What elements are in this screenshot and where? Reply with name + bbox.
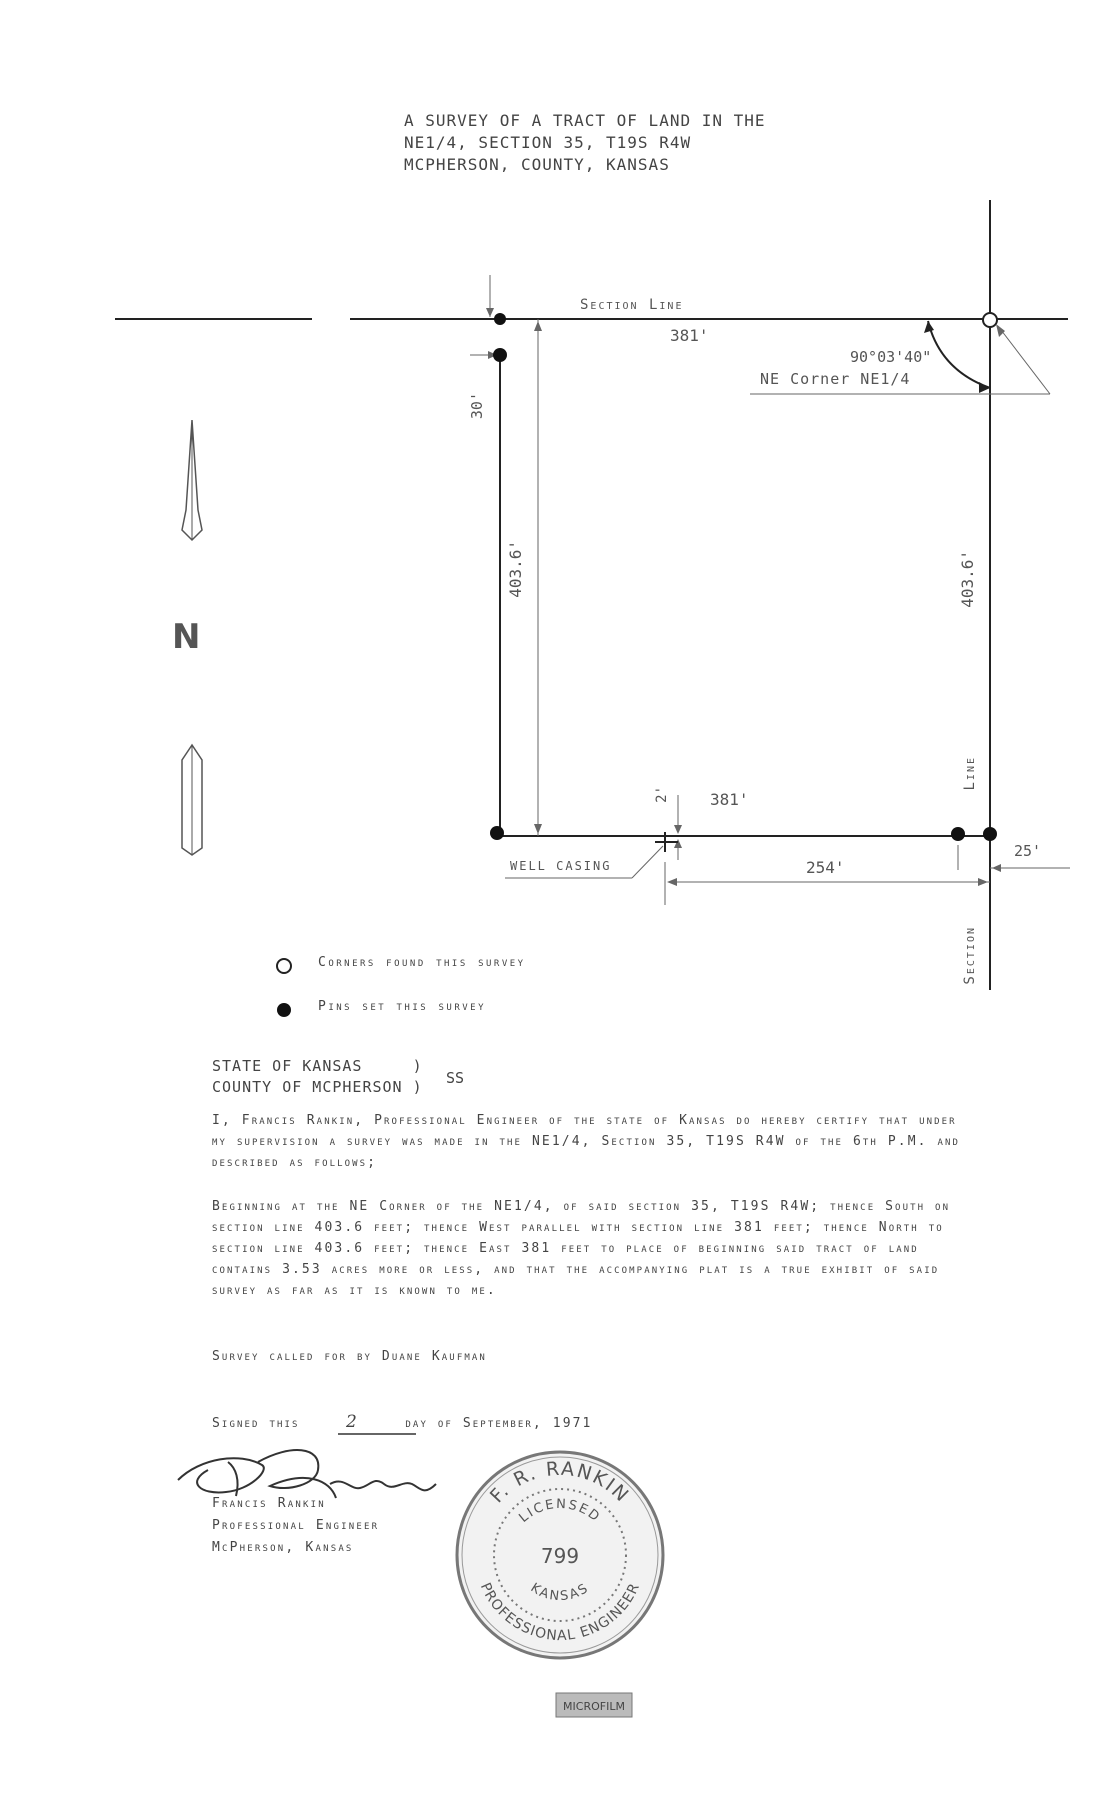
west-distance-label: 403.6' xyxy=(506,540,525,598)
title-line-1: A SURVEY OF A TRACT OF LAND IN THE xyxy=(404,111,766,130)
microfilm-stamp-image xyxy=(556,1693,632,1717)
pin-se-section xyxy=(983,827,997,841)
venue-county: COUNTY OF MCPHERSON ) xyxy=(212,1078,423,1096)
legend-pin-icon xyxy=(277,1003,291,1017)
top-distance-label: 381' xyxy=(670,326,709,345)
well-distance-label: 254' xyxy=(806,858,845,877)
pin-se-tract xyxy=(951,827,965,841)
offset-30-label: 30' xyxy=(468,392,486,420)
legend-found-icon xyxy=(277,959,291,973)
pin-sw-tract xyxy=(490,826,504,840)
pin-nw-section xyxy=(494,313,506,325)
signature-image xyxy=(178,1450,436,1498)
offset-25-label: 25' xyxy=(1014,842,1042,860)
section-line-right-lower: Section xyxy=(962,926,978,985)
east-distance-label: 403.6' xyxy=(958,550,977,608)
legal-description-paragraph: Beginning at the NE Corner of the NE1/4, of said section 35, T19S R4W; thence South on section line 403.6 feet; thence West parallel with section line 381 feet; thence North to section line 403.6 feet; thence East 381 feet to place of beginning said tract of land contains 3.53 acres more or less, and that the accompanying plat is a true exhibit of said survey as far as it is known to me. xyxy=(212,1199,951,1298)
seal-profession: PROFESSIONAL ENGINEER xyxy=(476,1580,644,1645)
ne-corner-found xyxy=(983,313,997,327)
venue-block xyxy=(212,1056,423,1098)
signer-title: Professional Engineer xyxy=(212,1518,380,1533)
signed-suffix: day of September, 1971 xyxy=(405,1416,593,1431)
legend-found-text: Corners found this survey xyxy=(318,955,526,970)
stamp-text: MICROFILM xyxy=(563,1700,625,1713)
section-line-top-label: Section Line xyxy=(580,297,684,313)
bottom-distance-label: 381' xyxy=(710,790,749,809)
certification-paragraph: I, Francis Rankin, Professional Engineer of the state of Kansas do hereby certify that under my supervision a survey was made in the NE1/4, Section 35, T19S R4W of the 6th P.M. and described as follows; xyxy=(212,1113,961,1170)
seal-name: F. R. RANKIN xyxy=(485,1457,634,1508)
engineer-seal-image xyxy=(457,1452,663,1658)
north-label: N xyxy=(172,617,201,657)
signer-place: McPherson, Kansas xyxy=(212,1540,354,1555)
seal-licensed: LICENSED xyxy=(516,1496,604,1526)
legend-set-text: Pins set this survey xyxy=(318,999,487,1014)
section-line-right-upper: Line xyxy=(962,756,978,791)
well-casing-label: WELL CASING xyxy=(510,859,612,873)
pin-nw-tract xyxy=(493,348,507,362)
survey-called-for: Survey called for by Duane Kaufman xyxy=(212,1349,487,1364)
signed-line xyxy=(212,1412,972,1434)
seal-state: KANSAS xyxy=(527,1580,593,1605)
venue-state: STATE OF KANSAS ) xyxy=(212,1057,423,1075)
signed-day: 2 xyxy=(346,1412,359,1432)
signature-block xyxy=(212,1493,379,1559)
signer-name: Francis Rankin xyxy=(212,1496,326,1511)
venue-ss: SS xyxy=(446,1069,465,1087)
seal-number: 799 xyxy=(540,1544,580,1568)
title-line-2: NE1/4, SECTION 35, T19S R4W xyxy=(404,133,692,152)
offset-2-label: 2' xyxy=(654,786,670,803)
angle-arc xyxy=(928,321,990,388)
angle-label: 90°03'40" xyxy=(850,348,932,366)
title-line-3: MCPHERSON, COUNTY, KANSAS xyxy=(404,155,670,174)
ne-corner-label: NE Corner NE1/4 xyxy=(760,370,911,388)
signed-prefix: Signed this xyxy=(212,1416,300,1431)
